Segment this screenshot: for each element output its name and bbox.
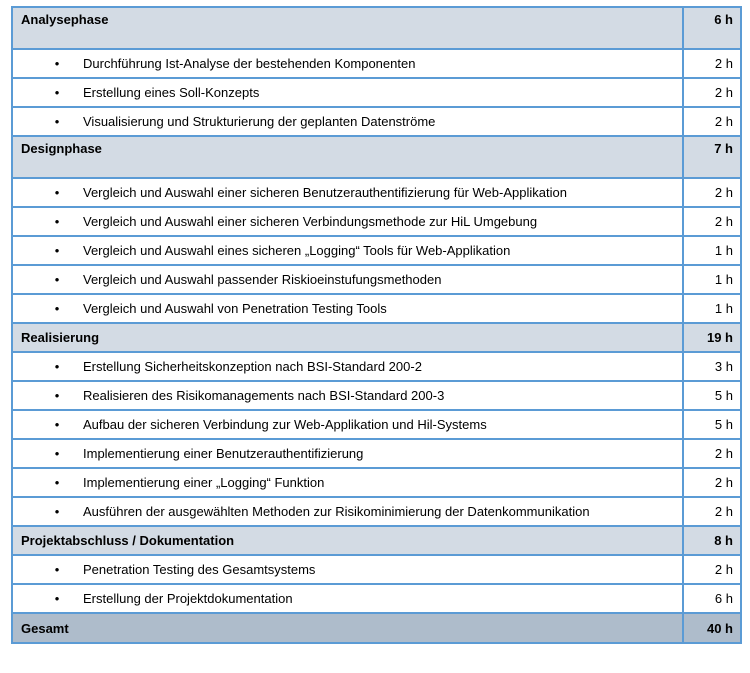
task-label: Erstellung der Projektdokumentation: [83, 591, 293, 606]
task-row: [12, 178, 741, 207]
task-hours: 2 h: [683, 439, 741, 468]
task-label: Durchführung Ist-Analyse der bestehenden Komponenten: [83, 56, 416, 71]
task-hours: 2 h: [683, 497, 741, 526]
bullet-icon: •: [54, 446, 60, 461]
phase-row-realisierung: [12, 323, 741, 352]
task-hours: 1 h: [683, 294, 741, 323]
bullet-icon: •: [54, 56, 60, 71]
task-row: [12, 236, 741, 265]
phase-hours: 19 h: [683, 323, 741, 352]
task-label: Erstellung Sicherheitskonzeption nach BSI-Standard 200-2: [83, 359, 422, 374]
task-label: Vergleich und Auswahl einer sicheren Benutzerauthentifizierung für Web-Applikation: [83, 185, 567, 200]
phase-title: Designphase: [12, 136, 683, 178]
bullet-icon: •: [54, 301, 60, 316]
task-hours: 3 h: [683, 352, 741, 381]
bullet-icon: •: [54, 114, 60, 129]
task-row: [12, 265, 741, 294]
task-hours: 2 h: [683, 78, 741, 107]
task-hours: 5 h: [683, 381, 741, 410]
phase-hours: 8 h: [683, 526, 741, 555]
task-label: Visualisierung und Strukturierung der geplanten Datenströme: [83, 114, 436, 129]
task-label: Implementierung einer „Logging“ Funktion: [83, 475, 325, 490]
phase-title: Analysephase: [12, 7, 683, 49]
task-row: [12, 439, 741, 468]
bullet-icon: •: [54, 562, 60, 577]
task-label: Vergleich und Auswahl einer sicheren Verbindungsmethode zur HiL Umgebung: [83, 214, 538, 229]
bullet-icon: •: [54, 272, 60, 287]
task-label: Erstellung eines Soll-Konzepts: [83, 85, 260, 100]
bullet-icon: •: [54, 591, 60, 606]
project-schedule-table: [11, 6, 742, 644]
task-hours: 6 h: [683, 584, 741, 613]
task-hours: 2 h: [683, 49, 741, 78]
task-label: Aufbau der sicheren Verbindung zur Web-Applikation und Hil-Systems: [83, 417, 487, 432]
task-hours: 1 h: [683, 265, 741, 294]
task-label: Penetration Testing des Gesamtsystems: [83, 562, 316, 577]
task-row: [12, 49, 741, 78]
bullet-icon: •: [54, 504, 60, 519]
task-hours: 2 h: [683, 178, 741, 207]
total-hours: 40 h: [683, 613, 741, 643]
task-hours: 2 h: [683, 468, 741, 497]
task-label: Implementierung einer Benutzerauthentifizierung: [83, 446, 364, 461]
task-label: Realisieren des Risikomanagements nach BSI-Standard 200-3: [83, 388, 445, 403]
bullet-icon: •: [54, 85, 60, 100]
bullet-icon: •: [54, 243, 60, 258]
phase-row-projektabschluss: [12, 526, 741, 555]
task-row: [12, 584, 741, 613]
schedule-body: [12, 7, 741, 643]
phase-title: Projektabschluss / Dokumentation: [12, 526, 683, 555]
bullet-icon: •: [54, 214, 60, 229]
bullet-icon: •: [54, 185, 60, 200]
task-row: [12, 207, 741, 236]
task-hours: 1 h: [683, 236, 741, 265]
phase-row-analysephase: [12, 7, 741, 49]
bullet-icon: •: [54, 359, 60, 374]
phase-title: Realisierung: [12, 323, 683, 352]
task-row: [12, 555, 741, 584]
task-hours: 2 h: [683, 555, 741, 584]
task-row: [12, 468, 741, 497]
task-label: Vergleich und Auswahl passender Riskioeinstufungsmethoden: [83, 272, 442, 287]
task-label: Vergleich und Auswahl von Penetration Testing Tools: [83, 301, 387, 316]
task-row: [12, 497, 741, 526]
task-row: [12, 107, 741, 136]
total-row: [12, 613, 741, 643]
phase-hours: 7 h: [683, 136, 741, 178]
task-row: [12, 78, 741, 107]
task-label: Vergleich und Auswahl eines sicheren „Logging“ Tools für Web-Applikation: [83, 243, 511, 258]
task-row: [12, 294, 741, 323]
task-hours: 5 h: [683, 410, 741, 439]
bullet-icon: •: [54, 417, 60, 432]
task-label: Ausführen der ausgewählten Methoden zur Risikominimierung der Datenkommunikation: [83, 504, 590, 519]
task-hours: 2 h: [683, 207, 741, 236]
phase-hours: 6 h: [683, 7, 741, 49]
bullet-icon: •: [54, 388, 60, 403]
task-row: [12, 410, 741, 439]
task-row: [12, 381, 741, 410]
phase-row-designphase: [12, 136, 741, 178]
task-row: [12, 352, 741, 381]
bullet-icon: •: [54, 475, 60, 490]
total-label: Gesamt: [12, 613, 683, 643]
task-hours: 2 h: [683, 107, 741, 136]
